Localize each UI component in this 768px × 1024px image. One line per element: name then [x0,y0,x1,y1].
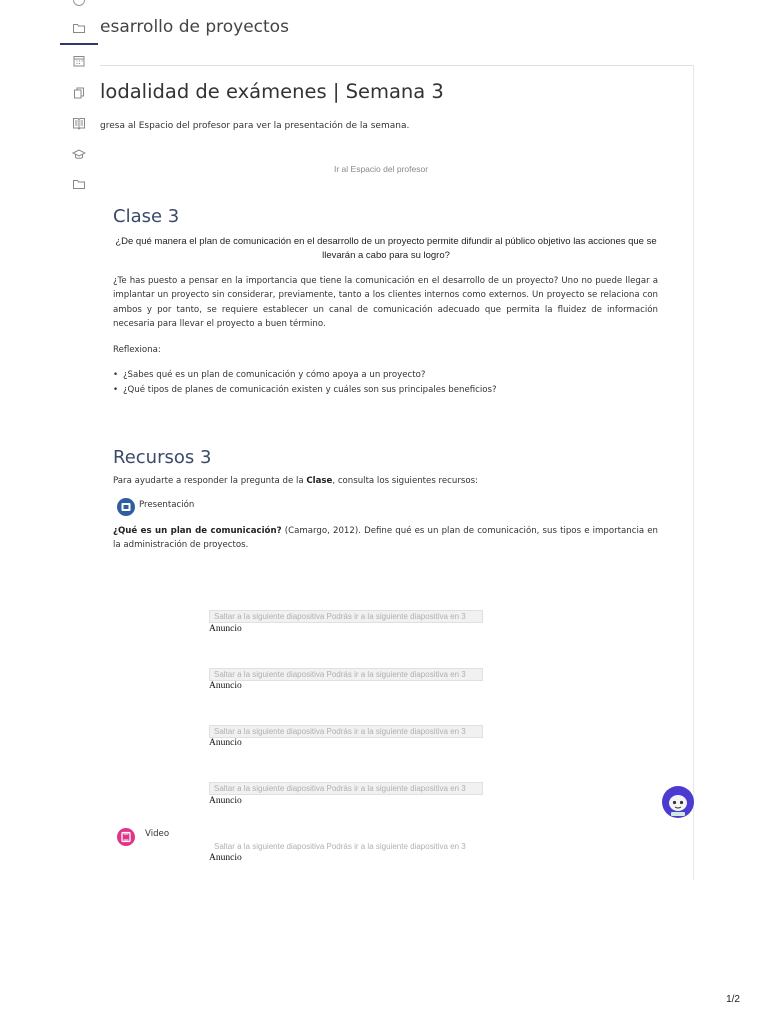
skip-slide-button[interactable]: Saltar a la siguiente diapositiva Podrás ir a la siguiente diapositiva en 3 [209,782,483,795]
robot-icon [662,786,694,818]
chatbot-button[interactable] [662,786,694,818]
skip-slide-button[interactable]: Saltar a la siguiente diapositiva Podrás ir a la siguiente diapositiva en 3 [209,725,483,738]
ad-label: Anuncio [209,738,242,748]
recursos-intro-text: Para ayudarte a responder la pregunta de la [113,476,307,486]
book-icon[interactable] [72,116,86,130]
section-heading: lodalidad de exámenes | Semana 3 [100,80,444,103]
ad-label: Anuncio [209,853,242,863]
presentation-desc-text: (Camargo, 2012). Define qué es un plan de comunicación, sus tipos e importancia en la administración de proyectos. [113,526,658,551]
skip-slide-button[interactable]: Saltar a la siguiente diapositiva Podrás ir a la siguiente diapositiva en 3 [209,840,483,853]
video-label: Video [145,829,170,839]
page-title: esarrollo de proyectos [100,17,289,37]
globe-icon[interactable] [72,0,86,7]
clase-title: Clase 3 [113,206,180,227]
presentation-icon [117,498,135,516]
ad-label: Anuncio [209,681,242,691]
graduation-cap-icon[interactable] [72,147,86,161]
clase-paragraph: ¿Te has puesto a pensar en la importancia que tiene la comunicación en el desarrollo de un proyecto? Uno no puede llegar a implantar un proyecto sin considerar, previamente, tanto a los clientes internos como externos. Un proyecto se relaciona con ambos y por tanto, se requiere establecer un canal de comunicación adecuado que permita la fluidez de información necesaria para llevar el proyecto a buen término. [113,276,658,329]
reflect-list [113,368,497,397]
presentation-description [113,524,658,553]
calendar-icon[interactable] [72,54,86,68]
recursos-title: Recursos 3 [113,447,212,468]
folder-icon[interactable] [72,21,86,35]
recursos-intro [113,474,658,488]
skip-slide-button[interactable]: Saltar a la siguiente diapositiva Podrás ir a la siguiente diapositiva en 3 [209,668,483,681]
recursos-intro-text-end: , consulta los siguientes recursos: [332,476,478,486]
intro-text: gresa al Espacio del profesor para ver la presentación de la semana. [100,121,410,131]
folder-icon[interactable] [72,177,86,191]
ad-label: Anuncio [209,796,242,806]
presentation-label: Presentación [139,500,195,510]
list-item: • ¿Sabes qué es un plan de comunicación y cómo apoya a un proyecto? [113,368,497,383]
content-border [693,65,694,880]
video-icon [117,828,135,846]
skip-slide-button[interactable]: Saltar a la siguiente diapositiva Podrás ir a la siguiente diapositiva en 3 [209,610,483,623]
clase-keyword: Clase [306,476,333,486]
professor-space-link[interactable]: Ir al Espacio del profesor [334,164,429,174]
reflect-label: Reflexiona: [113,345,161,355]
ad-label: Anuncio [209,624,242,634]
page-number: 1/2 [726,994,740,1005]
divider [100,65,694,66]
copy-icon[interactable] [72,86,86,100]
list-item: • ¿Qué tipos de planes de comunicación existen y cuáles son sus principales beneficios? [113,383,497,398]
active-tab-indicator [60,43,98,45]
presentation-link[interactable]: ¿Qué es un plan de comunicación? [113,526,282,536]
clase-question: ¿De qué manera el plan de comunicación en el desarrollo de un proyecto permite difundir al público objetivo las acciones que se llevarán a cabo para su logro? [115,236,657,261]
